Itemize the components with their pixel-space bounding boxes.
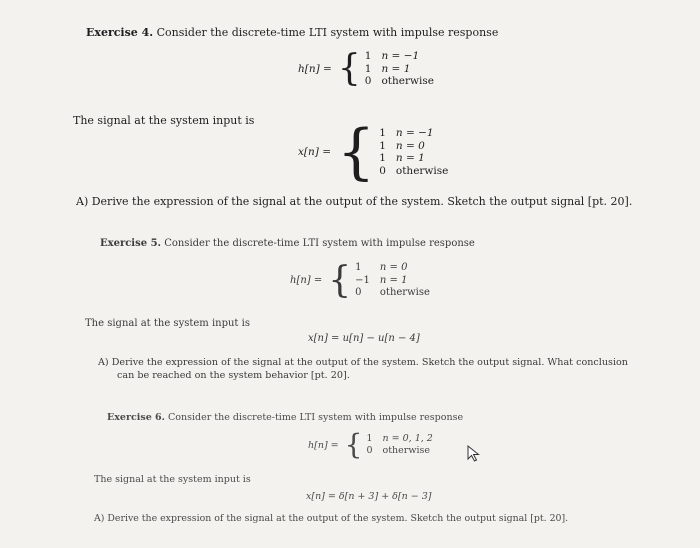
- ex6-h-case-condition: otherwise: [382, 445, 431, 456]
- ex6-h-case-value: 0: [366, 445, 373, 456]
- ex5-h-case-condition: n = 1: [379, 274, 408, 286]
- ex4-h-case-value: 1: [364, 50, 372, 62]
- ex5-h-case-value: 0: [355, 287, 362, 298]
- ex4-h-case-condition: otherwise: [381, 75, 434, 87]
- ex6-input-equation: x[n] = δ[n + 3] + δ[n − 3]: [306, 491, 432, 502]
- exercise-6-title-text: Consider the discrete-time LTI system with impulse response: [164, 412, 464, 423]
- ex4-h-case-condition: n = −1: [381, 50, 420, 62]
- cursor-icon: [466, 444, 482, 462]
- exercise-4-label: Exercise 4.: [86, 26, 154, 39]
- ex6-h-case-value: 1: [366, 432, 373, 444]
- ex5-h-case-value: 1: [355, 262, 362, 273]
- ex6-h-case-condition: n = 0, 1, 2: [382, 432, 433, 444]
- ex6-h-cases: [366, 433, 432, 458]
- ex5-input-text: The signal at the system input is: [85, 318, 250, 329]
- ex4-h-case-condition: n = 1: [381, 62, 411, 75]
- ex4-input-signal: [298, 117, 449, 187]
- ex5-h-case-condition: n = 0: [379, 262, 408, 273]
- exercise-4-title-text: Consider the discrete-time LTI system with impulse response: [153, 26, 499, 39]
- ex4-impulse-response: [298, 47, 434, 89]
- ex4-x-case-value: 1: [379, 152, 386, 164]
- left-brace-icon: {: [328, 259, 352, 301]
- exercise-6-title: [107, 412, 463, 423]
- ex4-h-cases: [365, 50, 434, 88]
- ex5-h-case-condition: otherwise: [379, 287, 430, 298]
- ex5-question-line2: can be reached on the system behavior [pt. 20].: [117, 370, 350, 381]
- ex6-question: A) Derive the expression of the signal at the output of the system. Sketch the output signal [pt. 20].: [94, 513, 569, 524]
- left-brace-icon: {: [337, 117, 376, 187]
- ex5-h-cases: [355, 262, 430, 300]
- ex4-x-case-value: 1: [379, 127, 386, 139]
- ex4-x-case-condition: n = −1: [395, 127, 434, 139]
- ex4-question: A) Derive the expression of the signal at the output of the system. Sketch the output signal [pt. 20].: [76, 195, 633, 208]
- exercise-5-title: [100, 238, 475, 249]
- exercise-4-title: [86, 26, 498, 39]
- ex4-x-cases: [379, 127, 448, 177]
- ex4-x-case-condition: otherwise: [395, 164, 449, 177]
- exercise-5-title-text: Consider the discrete-time LTI system with impulse response: [161, 238, 475, 249]
- ex4-x-case-value: 0: [379, 164, 386, 177]
- ex6-h-lhs: h[n] =: [308, 439, 339, 451]
- ex5-impulse-response: [290, 259, 430, 301]
- exercise-6-label: Exercise 6.: [107, 412, 165, 423]
- left-brace-icon: {: [344, 428, 363, 461]
- ex5-h-lhs: h[n] =: [290, 275, 323, 287]
- ex4-x-case-condition: n = 0: [395, 139, 425, 152]
- ex4-h-case-value: 1: [364, 62, 372, 75]
- left-brace-icon: {: [337, 47, 361, 89]
- ex4-x-case-value: 1: [379, 139, 386, 152]
- ex4-x-case-condition: n = 1: [395, 152, 425, 164]
- ex5-input-equation: x[n] = u[n] − u[n − 4]: [308, 333, 420, 344]
- ex4-h-case-value: 0: [364, 75, 372, 87]
- exercise-5-label: Exercise 5.: [100, 238, 162, 249]
- ex6-input-text: The signal at the system input is: [94, 474, 251, 485]
- ex4-x-lhs: x[n] =: [298, 146, 332, 158]
- ex5-question-line1: A) Derive the expression of the signal at the output of the system. Sketch the output signal. What conclusion: [98, 357, 628, 368]
- ex5-h-case-value: −1: [355, 274, 370, 286]
- ex4-input-text: The signal at the system input is: [73, 114, 255, 127]
- ex6-impulse-response: [308, 428, 433, 461]
- ex4-h-lhs: h[n] =: [298, 62, 332, 75]
